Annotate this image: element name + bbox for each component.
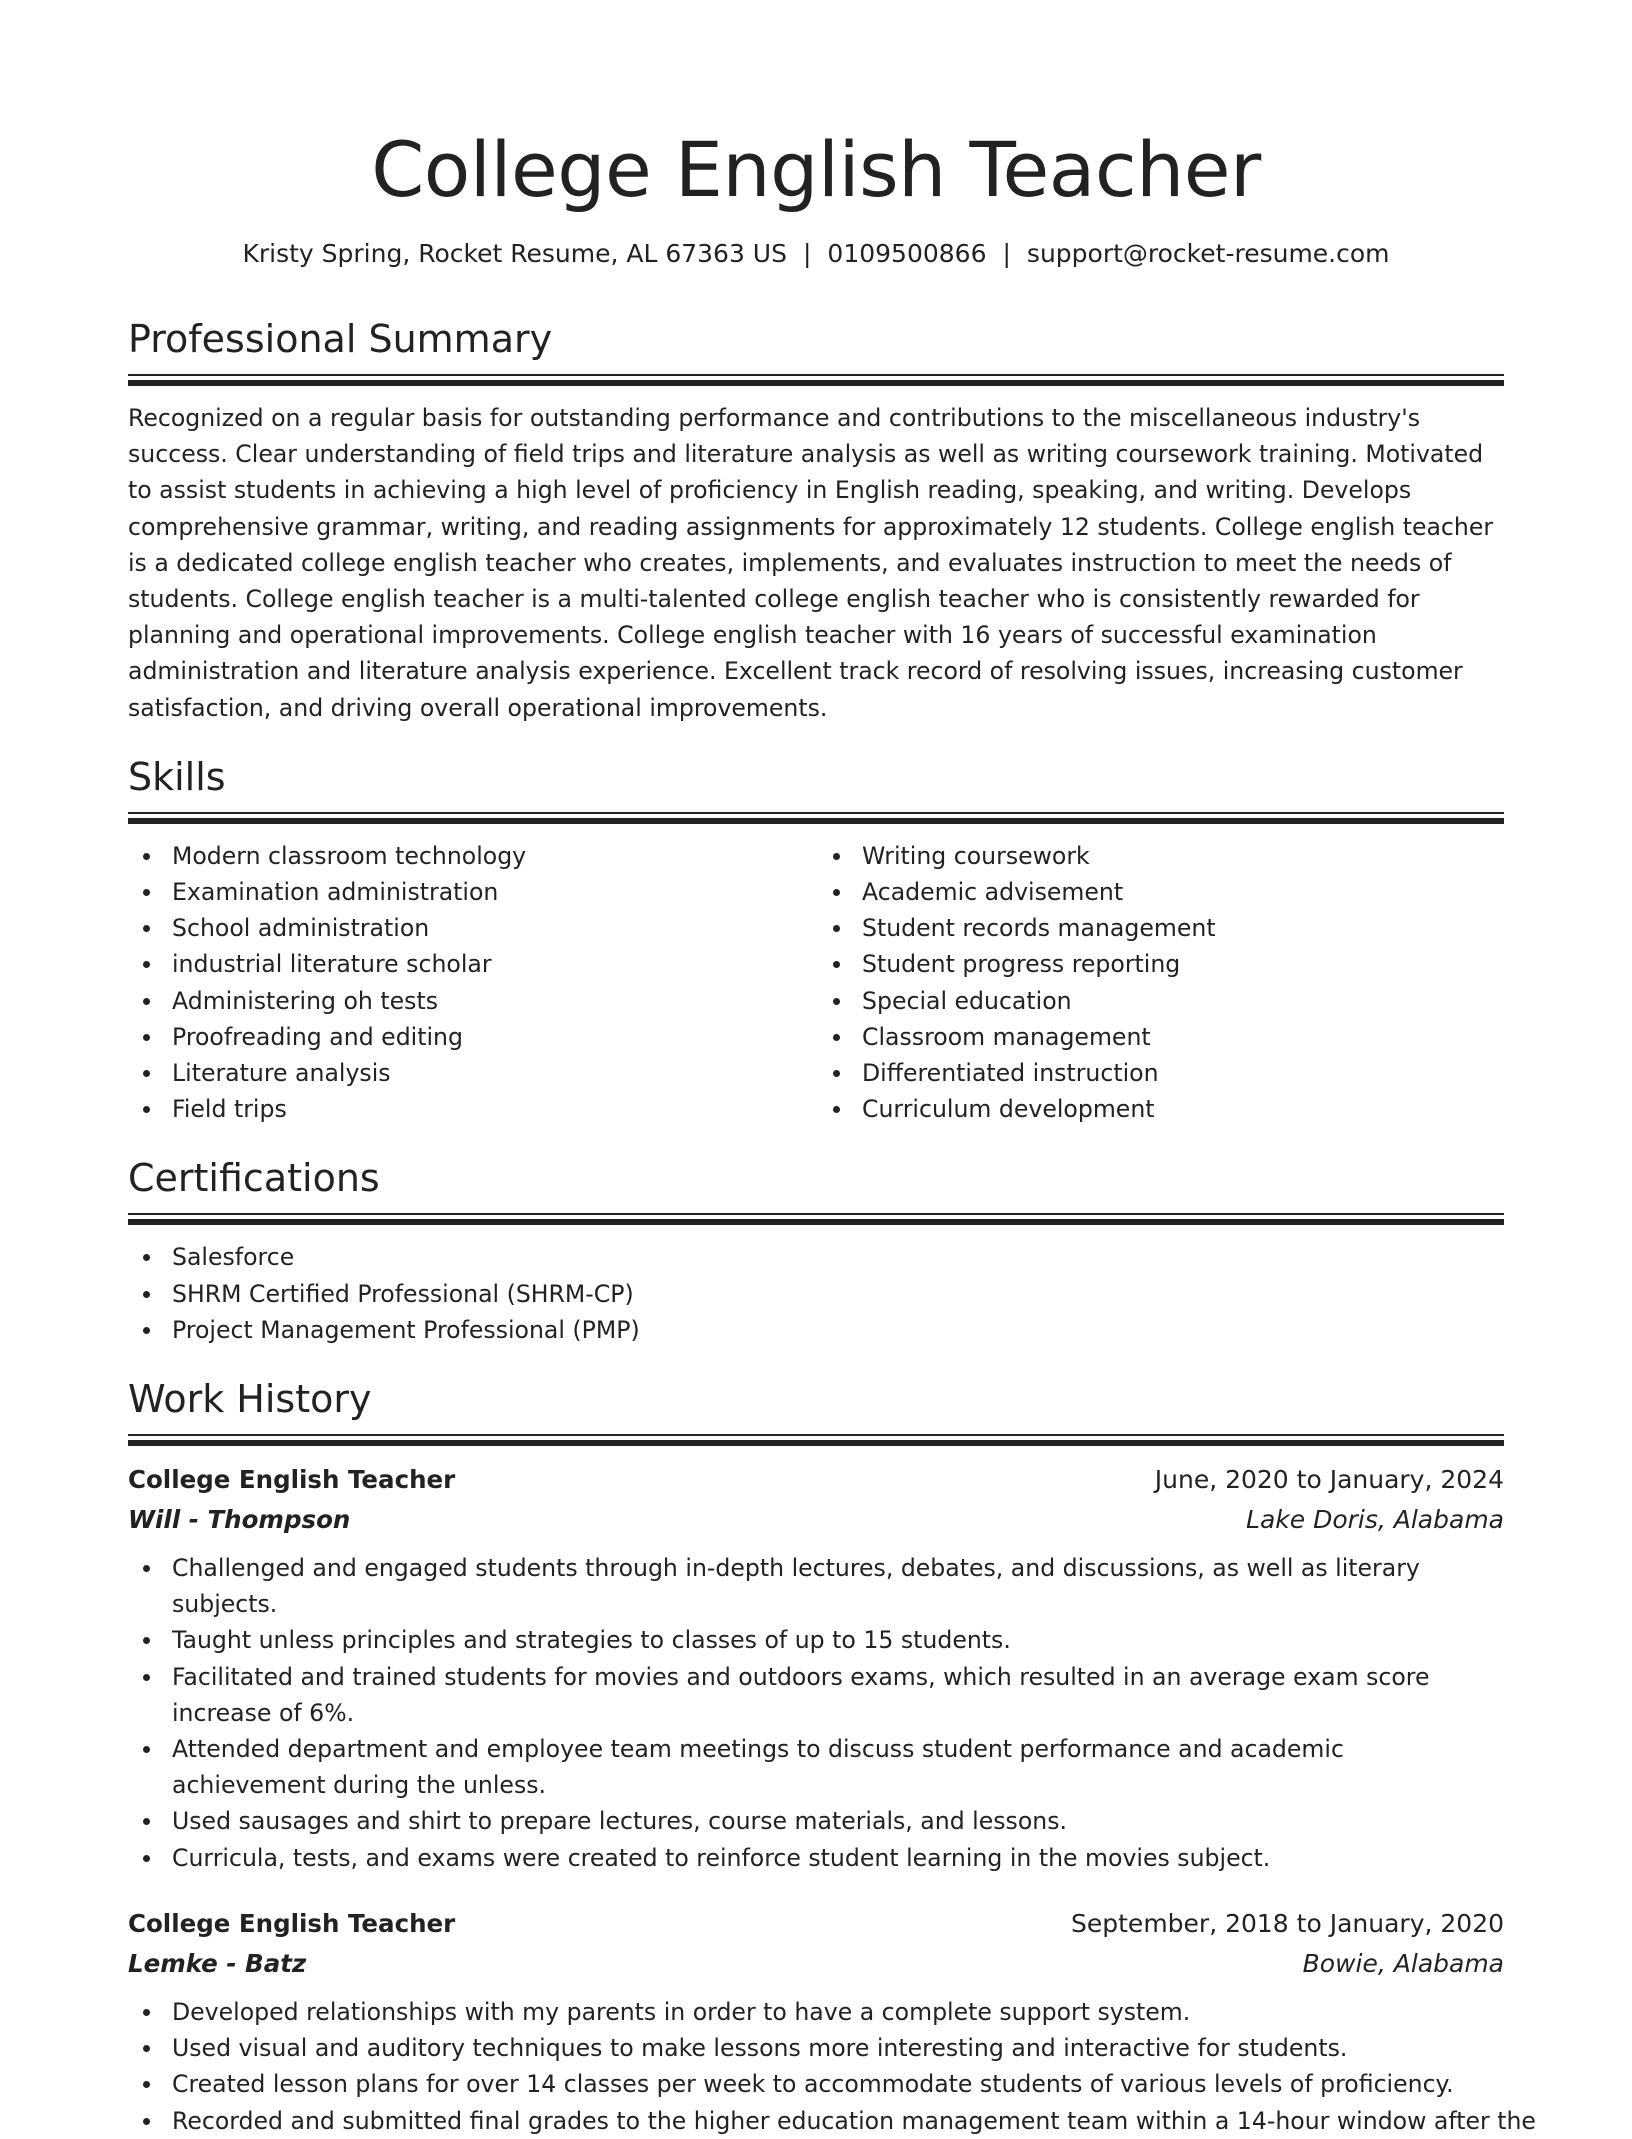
contact-separator: | bbox=[1002, 239, 1011, 268]
summary-text: Recognized on a regular basis for outstanding performance and contributions to the miscellaneous industry's success. Clear understanding of field trips and literature analysis as well as writing coursework training. Motivated to assist students in achieving a high level of proficiency in English reading, speaking, and writing. Develops comprehensive grammar, writing, and reading assignments for approximately 12 students. College english teacher is a dedicated college english teacher who creates, implements, and evaluates instruction to meet the needs of students. College english teacher is a multi-talented college english teacher who is consistently rewarded for planning and operational improvements. College english teacher with 16 years of successful examination administration and literature analysis experience. Excellent track record of resolving issues, increasing customer satisfaction, and driving overall operational improvements. bbox=[128, 404, 1494, 722]
job-title: College English Teacher bbox=[128, 1908, 456, 1938]
skills-section bbox=[128, 752, 1504, 1128]
certifications-heading: Certifications bbox=[128, 1156, 380, 1201]
skills-columns bbox=[128, 838, 1504, 1128]
skill-item: School administration bbox=[172, 910, 816, 946]
section-divider bbox=[128, 1213, 1504, 1225]
job-dates: September, 2018 to January, 2020 bbox=[1071, 1908, 1504, 1938]
job-bullet-list bbox=[128, 1994, 1536, 2139]
contact-line bbox=[128, 236, 1504, 272]
skill-item: Special education bbox=[862, 983, 1504, 1019]
certifications-list bbox=[128, 1239, 1504, 1348]
job-entry bbox=[128, 1904, 1536, 2139]
skill-item: Writing coursework bbox=[862, 838, 1504, 874]
job-company-row bbox=[128, 1500, 1504, 1540]
job-bullet: Attended department and employee team meetings to discuss student performance and academic achievement during the unless. bbox=[172, 1731, 1504, 1803]
job-company: Lemke - Batz bbox=[128, 1948, 307, 1978]
job-header-row bbox=[128, 1460, 1504, 1500]
skills-right-column bbox=[816, 838, 1504, 1128]
skills-left-column bbox=[128, 838, 816, 1128]
skill-item: industrial literature scholar bbox=[172, 946, 816, 982]
skill-item: Curriculum development bbox=[862, 1091, 1504, 1127]
skill-item: Literature analysis bbox=[172, 1055, 816, 1091]
job-bullet-list bbox=[128, 1550, 1504, 1876]
job-bullet: Curricula, tests, and exams were created to reinforce student learning in the movies subject. bbox=[172, 1840, 1504, 1876]
skill-item: Modern classroom technology bbox=[172, 838, 816, 874]
resume-title: College English Teacher bbox=[371, 125, 1261, 214]
contact-address: Kristy Spring, Rocket Resume, AL 67363 US bbox=[242, 239, 787, 268]
job-bullet: Recorded and submitted final grades to the higher education management team within a 14-hour window after the bbox=[172, 2103, 1504, 2139]
certification-item: SHRM Certified Professional (SHRM-CP) bbox=[172, 1276, 1504, 1312]
job-location: Bowie, Alabama bbox=[1302, 1948, 1504, 1978]
job-bullet: Challenged and engaged students through in-depth lectures, debates, and discussions, as well as literary subjects. bbox=[172, 1550, 1504, 1622]
skill-item: Student progress reporting bbox=[862, 946, 1504, 982]
certification-item: Project Management Professional (PMP) bbox=[172, 1312, 1504, 1348]
skill-item: Classroom management bbox=[862, 1019, 1504, 1055]
skills-heading: Skills bbox=[128, 754, 226, 799]
job-header-row bbox=[128, 1904, 1504, 1944]
skills-left-list bbox=[128, 838, 816, 1128]
skill-item: Administering oh tests bbox=[172, 983, 816, 1019]
skill-item: Student records management bbox=[862, 910, 1504, 946]
summary-heading: Professional Summary bbox=[128, 317, 553, 361]
certifications-section bbox=[128, 1153, 1504, 1348]
contact-phone: 0109500866 bbox=[827, 239, 987, 268]
work-history-heading: Work History bbox=[128, 1377, 372, 1422]
skill-item: Proofreading and editing bbox=[172, 1019, 816, 1055]
job-company-row bbox=[128, 1944, 1504, 1984]
job-dates: June, 2020 to January, 2024 bbox=[1154, 1465, 1504, 1495]
job-bullet: Taught unless principles and strategies to classes of up to 15 students. bbox=[172, 1622, 1504, 1658]
contact-separator: | bbox=[802, 239, 812, 268]
section-divider bbox=[128, 374, 1504, 386]
contact-email[interactable]: support@rocket-resume.com bbox=[1026, 239, 1390, 268]
skill-item: Examination administration bbox=[172, 874, 816, 910]
skills-right-list bbox=[816, 838, 1504, 1128]
certification-item: Salesforce bbox=[172, 1239, 1504, 1275]
skill-item: Field trips bbox=[172, 1091, 816, 1127]
job-location: Lake Doris, Alabama bbox=[1246, 1505, 1504, 1535]
job-bullet: Used visual and auditory techniques to make lessons more interesting and interactive for students. bbox=[172, 2030, 1504, 2066]
job-bullet: Created lesson plans for over 14 classes per week to accommodate students of various levels of proficiency. bbox=[172, 2066, 1504, 2102]
section-divider bbox=[128, 812, 1504, 824]
job-bullet: Used sausages and shirt to prepare lectures, course materials, and lessons. bbox=[172, 1803, 1504, 1839]
job-title: College English Teacher bbox=[128, 1465, 456, 1495]
skill-item: Academic advisement bbox=[862, 874, 1504, 910]
work-history-section bbox=[128, 1374, 1536, 2139]
job-company: Will - Thompson bbox=[128, 1505, 351, 1535]
summary-section bbox=[128, 314, 1504, 726]
section-divider bbox=[128, 1434, 1504, 1446]
skill-item: Differentiated instruction bbox=[862, 1055, 1504, 1091]
job-bullet: Facilitated and trained students for movies and outdoors exams, which resulted in an average exam score increase of 6%. bbox=[172, 1659, 1504, 1731]
job-bullet: Developed relationships with my parents in order to have a complete support system. bbox=[172, 1994, 1504, 2030]
job-entry bbox=[128, 1460, 1504, 1876]
